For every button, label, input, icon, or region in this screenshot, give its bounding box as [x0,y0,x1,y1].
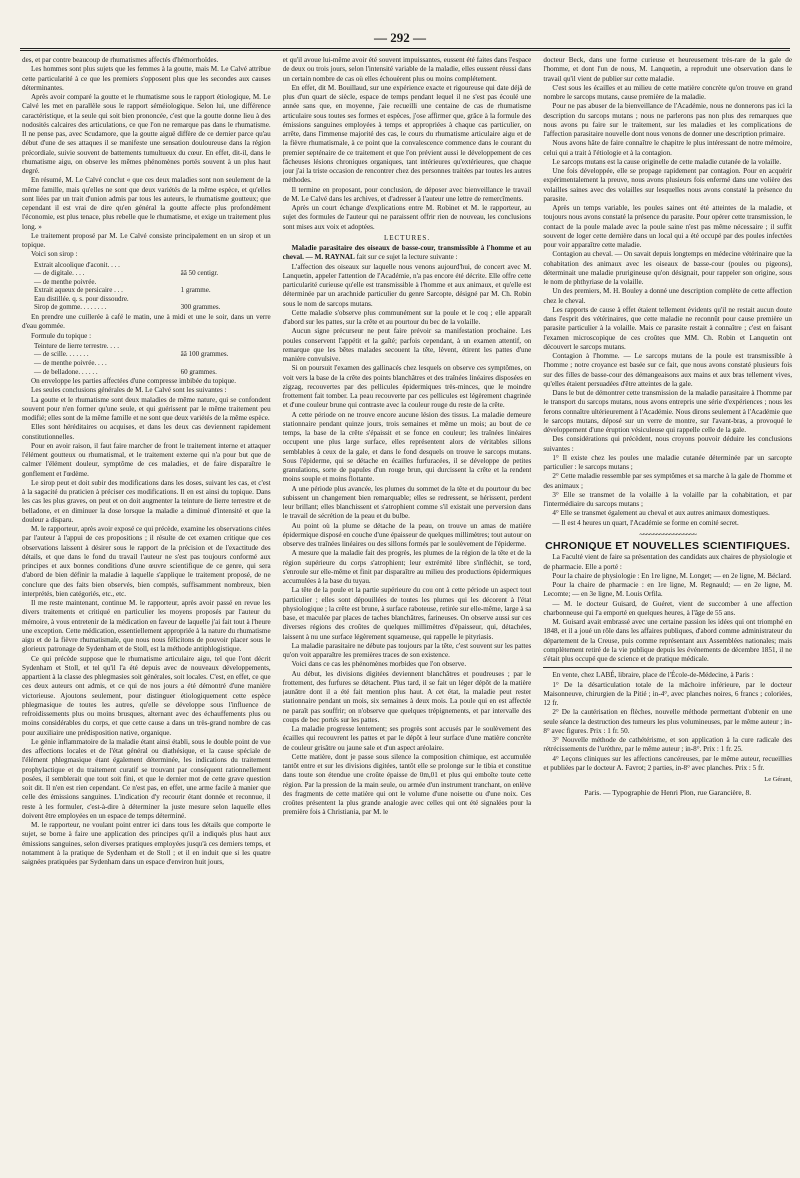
recipe-row [34,269,271,278]
paragraph: A cette période on ne trouve encore aucune lésion des tissus. La maladie demeure stationnaire pendant quinze jours, trois semaines et même un mois; au bout de ce temps, la base de la crête s'épaissit et se fonce en couleur; les traînées linéaires occupent une plus large surface, elles représentent alors de véritables sillons semblables à ceux de la gale, et dans le fond desquels on trouve le sarcops mutans. Sous l'épiderme, qui se détache en écailles furfuracées, il se développe de petites granulations, sorte de papules d'un rouge brun, qui durcissent la crête et la rendent moins souple et moins flottante. [282,410,532,484]
ingredient: — de menthe poivrée. [34,277,97,286]
recipe-row [34,359,271,368]
quantity [181,342,271,351]
column-left [22,56,271,1168]
paragraph: C'est sous les écailles et au milieu de cette matière concrète qu'on trouve en grand nombre le sarcops mutans, cause première de la maladie. [543,83,793,101]
quantity: 1 gramme. [180,286,211,295]
paragraph: Au point où la plume se détache de la peau, on trouve un amas de matière épidermique disposé en couche d'une épaisseur de quelques millimètres; tout autour on observe des traînées linéaires ou des sillons formés par le soulèvement de l'épiderme. [282,521,532,548]
ingredient: Eau distillée. q. s. pour dissoudre. [34,294,129,303]
paragraph: Un des premiers, M. H. Bouley a donné une description complète de cette affection chez le cheval. [543,287,793,305]
quantity [181,359,271,368]
sirop-recipe [34,261,271,313]
article-title: Maladie parasitaire des oiseaux de basse-cour, transmissible à l'homme et au cheval. — M. RAYNAL [282,244,532,262]
book-listing: 1° De la désarticulation totale de la mâchoire inférieure, par le docteur Maisonneuve, chirurgien de la Pitié ; in-4°, avec planches noires, 6 francs ; coloriées, 12 fr. [543,680,793,707]
recipe-row [34,295,271,304]
paragraph: Dans le but de démontrer cette transmission de la maladie parasitaire à l'homme par le transport du sarcops mutans, nous avons entrepris une série d'expériences ; nous les ferons connaître ultérieurement à l'Académie. Nous dirons seulement à l'Académie que le sarcops mutans, déposé sur un verre de montre, sur l'avant-bras, a provoqué le développement d'une éruption vésiculeuse qui rappelle celle de la gale. [543,389,793,434]
paragraph: Pour ne pas abuser de la bienveillance de l'Académie, nous ne donnerons pas ici la description du sarcops mutans ; nous ne parlerons pas non plus des remarques que nous avons pu faire sur le traitement, sur les maladies et les complications de l'affection parasitaire nouvelle dont nous venons de donner une description primaire. [543,102,793,138]
quantity [181,295,271,304]
recipe-row [34,368,271,377]
paragraph: Formule du topique : [31,331,92,340]
printer-imprint: Paris. — Typographie de Henri Plon, rue Garancière, 8. [584,788,752,798]
paragraph: On enveloppe les parties affectées d'une compresse imbibée du topique. [31,377,236,386]
publisher-notice: En vente, chez LABÉ, libraire, place de l'École-de-Médecine, à Paris : [552,671,754,680]
book-listing: 2° De la cautérisation en flèches, nouvelle méthode permettant d'obtenir en une seule séance la destruction des tumeurs les plus volumineuses, par le même auteur ; in-8° avec figures. Prix : 1 fr. 50. [543,708,793,735]
paragraph: 3° Elle se transmet de la volaille à la volaille par la cohabitation, et par l'intermédiaire du sarcops mutans ; [543,490,793,508]
divider [543,667,792,668]
paragraph: M. le rapporteur, après avoir exposé ce qui précède, examine les observations citées par l'auteur à l'appui de ces propositions ; il résulte de cet examen critique que ces observations laissent à désirer sous le rapport de la précision et de l'exactitude des détails, et que dans le fond du travail l'auteur ne s'est pas toujours conformé aux principes et aux bonnes conditions d'une œuvre scientifique de ce genre, qui sera d'abord de bien définir la maladie à laquelle s'applique le traitement proposé, de ne conclure que des faits bien observés, bien comptés, suffisamment nombreux, bien interprétés, bien catégoriés, etc., etc. [22,525,271,598]
paragraph: Contagion à l'homme. — Le sarcops mutans de la poule est transmissible à l'homme ; notre croyance est basée sur ce fait, que nous avons constaté plusieurs fois sur des filles de basse-cour des démangeaisons aux mains et aux bras tellement vives, qu'elles étaient persuadées d'être atteintes de la gale. [543,352,793,388]
paragraph: Voici dans ce cas les phénomènes morbides que l'on observe. [291,660,467,669]
paragraph: des, et par contre beaucoup de rhumatismes affectés d'hémorrhoïdes. [22,56,219,64]
paragraph: — Il est 4 heures un quart, l'Académie se forme en comité secret. [552,518,739,527]
page-number: — 292 — [374,30,426,45]
quantity [181,278,271,287]
paragraph: 4° Elle se transmet également au cheval et aux autres animaux domestiques. [552,509,770,518]
paragraph: Nous avons hâte de faire connaître le chapitre le plus intéressant de notre mémoire, celui qui a trait à l'étiologie et à la contagion. [543,139,793,157]
paragraph: A une période plus avancée, les plumes du sommet de la tête et du pourtour du bec subissent un changement bien remarquable; elles se redressent, se hérissent, perdent leur brillant; elles blanchissent et s'atrophient comme s'il existait une perversion dans le travail de sécrétion de la peau et du bulbe. [282,484,532,521]
paragraph: Cette maladie s'observe plus communément sur la poule et le coq ; elle apparaît d'abord sur les pattes, sur la crête et au pourtour du bec de la volaille. [282,308,532,326]
article-heading [283,244,532,263]
book-listing: 3° Nouvelle méthode de cathétérisme, et son application à la cure radicale des rétrécissements de l'urèthre, par le même auteur ; in-8°. Prix : 1 fr. 25. [543,736,793,754]
quantity: 60 grammes. [180,367,217,376]
paragraph: En résumé, M. Le Calvé conclut « que ces deux maladies sont non seulement de la même famille, mais qu'elles ne sont que deux variétés de la même espèce, et qu'elles sont liées par un trait d'union admis par tous les auteurs, le rhumatisme goutteux; que cependant il est vrai de dire qu'en général la goutte affecte plus profondément l'économie, est plus tenace, plus rebelle que le rhumatisme, et exige un traitement plus long. » [22,176,271,231]
paragraph: Une fois développée, elle se propage rapidement par contagion. Pour en acquérir expérimentalement la preuve, nous avons plusieurs fois enfermé dans une volière des volailles saines avec des volailles sur lesquelles nous avons constaté la présence du parasite. [543,167,793,203]
quantity [181,261,271,270]
recipe-row [34,286,271,295]
paragraph: L'affection des oiseaux sur laquelle nous venons aujourd'hui, de concert avec M. Lanquetin, appeler l'attention de l'Académie, n'a pas encore été décrite. Elle offre cette particularité curieuse qu'elle est transmissible à l'homme et aux animaux, et qu'elle est déterminée par un arachnide particulier du genre Sarcopte, désigné par M. Ch. Robin sous le nom de sarcops mutans. [282,262,532,308]
paragraph: Pour la chaire de pharmacie : en 1re ligne, M. Regnauld; — en 2e ligne, M. Lecomte; — en 3e ligne, M. Louis Orfila. [543,581,793,599]
gerant-line: Le Gérant, [764,776,793,783]
paragraph: La Faculté vient de faire sa présentation des candidats aux chaires de physiologie et de pharmacie. Elle a porté : [543,553,793,571]
quantity: ãã 50 centigr. [180,269,219,278]
ingredient: — de menthe poivrée. . . . [34,359,107,367]
paragraph: La maladie parasitaire ne débute pas toujours par la tête, c'est souvent sur les pattes qu'on voit apparaître les premières traces de son existence. [282,641,532,659]
recipe-row [34,278,271,287]
paragraph: Les rapports de cause à effet étaient tellement évidents qu'il ne restait aucun doute dans l'esprit des vétérinaires, que cette maladie ne reconnût pour cause première un parasite particulier à la volaille. Mais ce parasite restait à connaître ; c'est en faisant l'examen microscopique de ces croûtes que MM. Ch. Robin et Lanquetin ont découvert le sarcops mutans. [543,305,793,351]
ingredient: Teinture de lierre terrestre. . . . [34,341,120,350]
column-middle [283,56,532,1168]
paragraph: 1° Il existe chez les poules une maladie cutanée déterminée par un sarcopte particulier : le sarcops mutans ; [543,453,793,471]
paragraph: Si on poursuit l'examen des gallinacés chez lesquels on observe ces symptômes, on voit vers la base de la crête des points blanchâtres et des traînées linéaires disposées en zigzag, recouvertes par des pellicules épidermiques très-minces, que le moindre frottement fait tomber. La peau recouverte par ces pellicules est légèrement chagrinée et d'une couleur brune qui contraste avec la couleur rouge du reste de la crête. [282,364,532,410]
text-columns [22,56,792,1168]
ingredient: — de scille. . . . . . . [34,350,89,359]
top-rule [20,48,790,51]
recipe-row [34,342,271,351]
ingredient: — de belladone. . . . . . [34,367,98,376]
paragraph: En effet, dit M. Bouillaud, sur une expérience exacte et rigoureuse qui date déjà de plus d'un quart de siècle, espace de temps pendant lequel il ne s'est pas écoulé une année sans que, en moyenne, j'aie recueilli une centaine de cas de rhumatisme articulaire sous toutes ses formes et espèces, j'ose affirmer que, grâce à la formule des émissions sanguines employées à temps et appropriées à chaque cas particulier, on arrête, dans l'immense majorité des cas, le cours du rhumatisme articulaire aigu et de la fièvre rhumatismale, à ce point que la convalescence commence dans le courant du premier septénaire de ce traitement et que l'on prévient aussi le développement de ces fâcheuses lésions chroniques organiques, tant intérieures qu'extérieures, que chaque jour j'ai la triste occasion de rencontrer chez des personnes traitées par toutes les autres méthodes. [282,83,532,185]
topique-recipe [34,342,271,376]
paragraph: Au début, les divisions digitées deviennent blanchâtres et poudreuses ; par le frottement, des furfures se détachent. Plus tard, il se fait un léger dépôt de la matière jaunâtre dont il a été fait mention plus haut. A cet état, la maladie peut rester stationnaire pendant un mois, six semaines à deux mois. La poule qui en est affectée ne paraît pas souffrir; on n'observe que quelques trépignements, et par intervalle des coups de bec portés sur les pattes. [282,669,532,724]
paragraph: Après un court échange d'explications entre M. Robinet et M. le rapporteur, au sujet des formules de l'auteur qui ne paraissent offrir rien de nouveau, les conclusions sont mises aux voix et adoptées. [282,204,532,231]
paragraph: Le traitement proposé par M. Le Calvé consiste principalement en un sirop et un topique. [22,231,271,249]
lectures-heading: LECTURES. [383,233,431,242]
chronique-heading: CHRONIQUE ET NOUVELLES SCIENTIFIQUES. [545,540,791,552]
paragraph: Le sirop peut et doit subir des modifications dans les doses, suivant les cas, et c'est à la sagacité du praticien à préciser ces modifications. Il en est ainsi du topique. Dans les cas les plus graves, on peut et on doit augmenter la teinture de lierre terrestre et de belladone, et en diminuer la dose lorsque la maladie a diminué d'intensité et que la douleur a disparu. [22,478,271,524]
paragraph: et qu'il avoue lui-même avoir été souvent impuissantes, eussent été faites dans l'espace de deux ou trois jours, selon l'intensité variable de la maladie, elles eussent réussi dans un certain nombre de cas où elles échouèrent plus ou moins complétement. [282,56,532,83]
paragraph: Cette matière, dont je passe sous silence la composition chimique, est accumulée tantôt entre et sur les divisions digitées, tantôt elle se prolonge sur le tibia et constitue dans toute son étendue une croûte épaisse de 0m,01 et plus qui emboîte toute cette région. Par la pression de la main seule, ou armée d'un instrument tranchant, on enlève des fragments de cette matière qui ont le volume d'une noisette ou d'une noix. Ces croûtes présentent la plus grande analogie avec celles qui ont été signalées pour la première fois à Christiania, par M. le [282,752,532,817]
paragraph: Elles sont héréditaires ou acquises, et dans les deux cas deviennent rapidement constitutionnelles. [22,423,271,441]
paragraph: Ce qui précède suppose que le rhumatisme articulaire aigu, tel que l'ont décrit Sydenham et Stoll, et tel qu'il l'a été depuis avec de nouveaux développements, appartient à la classe des phlegmasies soit générales, soit locales. C'est, en effet, ce que ces deux auteurs ont admis, et ce qui de nos jours a été démontré d'une manière victorieuse. Ajoutons seulement, pour distinguer étiologiquement cette espèce phlegmasique de toutes les autres, qu'elle se développe sous l'influence de refroidissements plus ou moins brusques, alternant avec des échauffements plus ou moins considérables du corps, et que cette cause a dans un très-grand nombre de cas pour auxiliaire une prédisposition native, organique. [22,654,271,737]
paragraph: Contagion au cheval. — On savait depuis longtemps en médecine vétérinaire que la cohabitation des animaux avec les oiseaux de basse-cour (poules ou pigeons), déterminait une maladie prurigineuse qu'on désignait, pour rappeler son origine, sous le nom de phthyriase de la volaille. [543,250,793,286]
quantity: ãã 100 grammes. [180,350,229,359]
paragraph: Le sarcops mutans est la cause originelle de cette maladie cutanée de la volaille. [552,157,782,166]
column-right [543,56,792,1168]
paragraph: Le génie inflammatoire de la maladie étant ainsi établi, sous le double point de vue des affections locales et de l'état général ou diathésique, et la cause spéciale de l'élément phlegmasique étant également déterminée, les indications du traitement prophylactique et du traitement curatif se trouvant par conséquent rationnellement posées, il semblerait que tout soit fini, et que le dernier mot de cette grave question soit dit. Il n'en est rien cependant. Ce n'est pas, en effet, une arme facile à manier que celle des émissions sanguines. L'indication d'y recourir étant donnée et reconnue, il reste à les formuler, c'est-à-dire à déterminer la juste mesure selon laquelle elles doivent être employées en un espace de temps déterminé. [22,737,271,820]
paragraph: A mesure que la maladie fait des progrès, les plumes de la région de la tête et de la région supérieure du corps s'atrophient; leur extrémité libre s'infléchit, se tord, s'enroule sur elle-même et finit par disparaître au milieu des productions épidermiques accumulées à la base du tuyau. [282,549,532,585]
recipe-row [34,303,271,312]
paragraph: Pour en avoir raison, il faut faire marcher de front le traitement interne et attaquer l'élément goutteux ou rhumatismal, et le traitement externe qui n'a pour but que de calmer l'élément douleur, symptôme de ces maladies, et de faire disparaître le gonflement et l'œdème. [22,441,271,478]
paragraph: M. Guisard avait embrassé avec une certaine passion les idées qui ont triomphé en 1848, et il a joué un rôle dans les affaires publiques, d'abord comme administrateur du département de la Creuse, puis comme représentant aux Assemblées nationales; mais complètement retiré de la vie publique depuis les événements de décembre 1851, il ne s'était plus occupé que de science et de pratique médicale. [543,618,793,663]
paragraph: Des considérations qui précèdent, nous croyons pouvoir déduire les conclusions suivantes : [543,435,793,453]
ingredient: Extrait alcoolique d'aconit. . . . [34,260,120,269]
paragraph: Pour la chaire de physiologie : En 1re ligne, M. Longet; — en 2e ligne, M. Béclard. [552,571,792,580]
paragraph: Les hommes sont plus sujets que les femmes à la goutte, mais M. Le Calvé attribue cette particularité à ce que les premiers s'opposent plus que les secondes aux causes déterminantes. [22,65,271,92]
ingredient: — de digitale. . . . [34,269,85,278]
recipe-row [34,261,271,270]
paragraph: 2° Cette maladie ressemble par ses symptômes et sa marche à la gale de l'homme et des animaux ; [543,472,793,490]
paragraph: Il termine en proposant, pour conclusion, de déposer avec bienveillance le travail de M. Le Calvé dans les archives, et d'adresser à l'auteur une lettre de remercîments. [282,185,532,203]
ingredient: Sirop de gomme. . . . . . . . [34,303,107,312]
paragraph: Il me reste maintenant, continue M. le rapporteur, après avoir passé en revue les divers traitements et critiqué en particulier les moyens proposés par l'auteur du mémoire, à vous entretenir de la médication en faveur de laquelle j'ai fait tout à l'heure une exception. Cette médication, essentiellement appropriée à la nature du rhumatisme aigu et de la fièvre rhumatismale, que nous nous félicitons de pouvoir placer sous le glorieux patronage de Sydenham et de Stoll, est la méthode antiphlogistique. [22,599,271,654]
paragraph: Après un temps variable, les poules saines ont été atteintes de la maladie, et toujours nous avons constaté la présence du parasite. Pour opérer cette transmission, le contact de la poule malade avec la poule saine n'est pas même nécessaire ; il suffit souvent de loger cette dernière dans un local qui a été occupé par des poules infectées pour voir apparaître cette maladie. [543,204,793,249]
quantity: 300 grammes. [180,303,221,312]
paragraph: Les seules conclusions générales de M. Le Calvé sont les suivantes : [31,386,227,395]
ingredient: Extrait aqueux de persicaire . . . [34,286,123,295]
paragraph: En prendre une cuillerée à café le matin, une à midi et une le soir, dans un verre d'eau gommée. [22,313,271,331]
book-listing: 4° Leçons cliniques sur les affections cancéreuses, par le même auteur, recueillies et publiées par le docteur A. Favrot; 2 parties, in-8° avec planches. Prix : 5 fr. [543,754,793,772]
paragraph: Aucun signe précurseur ne peut faire prévoir sa manifestation prochaine. Les poules conservent l'appétit et la gaîté; parfois cependant, à un examen attentif, on remarque que les bêtes malades secouent la tête, lèvent, étirent les pattes d'une manière convulsive. [282,327,532,363]
recipe-row [34,350,271,359]
paragraph: M. le rapporteur, ne voulant point entrer ici dans tous les détails que comporte le sujet, se borne à faire une application des principes qu'il a indiqués plus haut aux émissions sanguines, selon diverses pratiques employées jusqu'à ces derniers temps, et notamment à la pratique de Sydenham et de Stoll ; et il en induit que si les quatre saignées pratiquées par Sydenham dans un espace d'environ huit jours, [22,821,271,867]
paragraph: La tête de la poule et la partie supérieure du cou ont à cette période un aspect tout particulier ; elles sont dépouillées de toutes les plumes qui les décorent à l'état physiologique ; la crête est brune, à surface raboteuse, retirée sur elle-même, large à sa base, et maculée par places de taches blanchâtres, farineuses. On observe aussi sur ces diverses régions des croûtes de quelques millimètres d'épaisseur, qui, détachées, laissent à nu une surface légèrement squameuse, qui rappelle le pityriasis. [282,586,532,641]
paragraph: — M. le docteur Guisard, de Guéret, vient de succomber à une affection charbonneuse qui l'a emporté en quelques heures, à l'âge de 55 ans. [543,599,793,617]
paragraph: La maladie progresse lentement; ses progrès sont accusés par le soulèvement des écailles qui recouvrent les pattes et par le dépôt à leur surface d'une matière concrète de couleur grisâtre ou jaune sale et d'un aspect aréolaire. [282,725,532,752]
paragraph: docteur Beck, dans une forme curieuse et heureusement très-rare de la gale de l'homme, et dont l'un de nous, M. Lanquetin, a reproduit une observation dans le travail qu'il vient de publier sur cette maladie. [543,56,793,83]
ornament-divider: ~~~~~~~~~~~~~~~~~ [639,529,696,539]
paragraph: Après avoir comparé la goutte et le rhumatisme sous le rapport étiologique, M. Le Calvé les met en parallèle sous le rapport séméiologique. Selon lui, une différence caractéristique, et la seule qui soit bien prononcée, c'est que la goutte donne lieu à des nodosités calcaires des articulations, ce que l'on ne remarque pas dans le rhumatisme. Il ne pense pas, avec Scudamore, que la goutte aiguë diffère de ce dernier parce qu'au début d'une de ses attaques il se manifeste une sensation douloureuse dans la région précordiale, suivie souvent de battements tumultueux du cœur. En effet, dit-il, dans le rhumatisme aigu, on observe les mêmes phénomènes portés souvent à un plus haut degré. [22,93,271,175]
paragraph: La goutte et le rhumatisme sont deux maladies de même nature, qui se confondent souvent pour n'en former qu'une seule, et qui guérissent par le même traitement peu modifié; elles sont de la même famille et ne sont que deux variétés de la même espèce. [22,395,271,423]
paragraph: Voici son sirop : [31,250,78,259]
article-intro: fait sur ce sujet la lecture suivante : [354,253,458,262]
